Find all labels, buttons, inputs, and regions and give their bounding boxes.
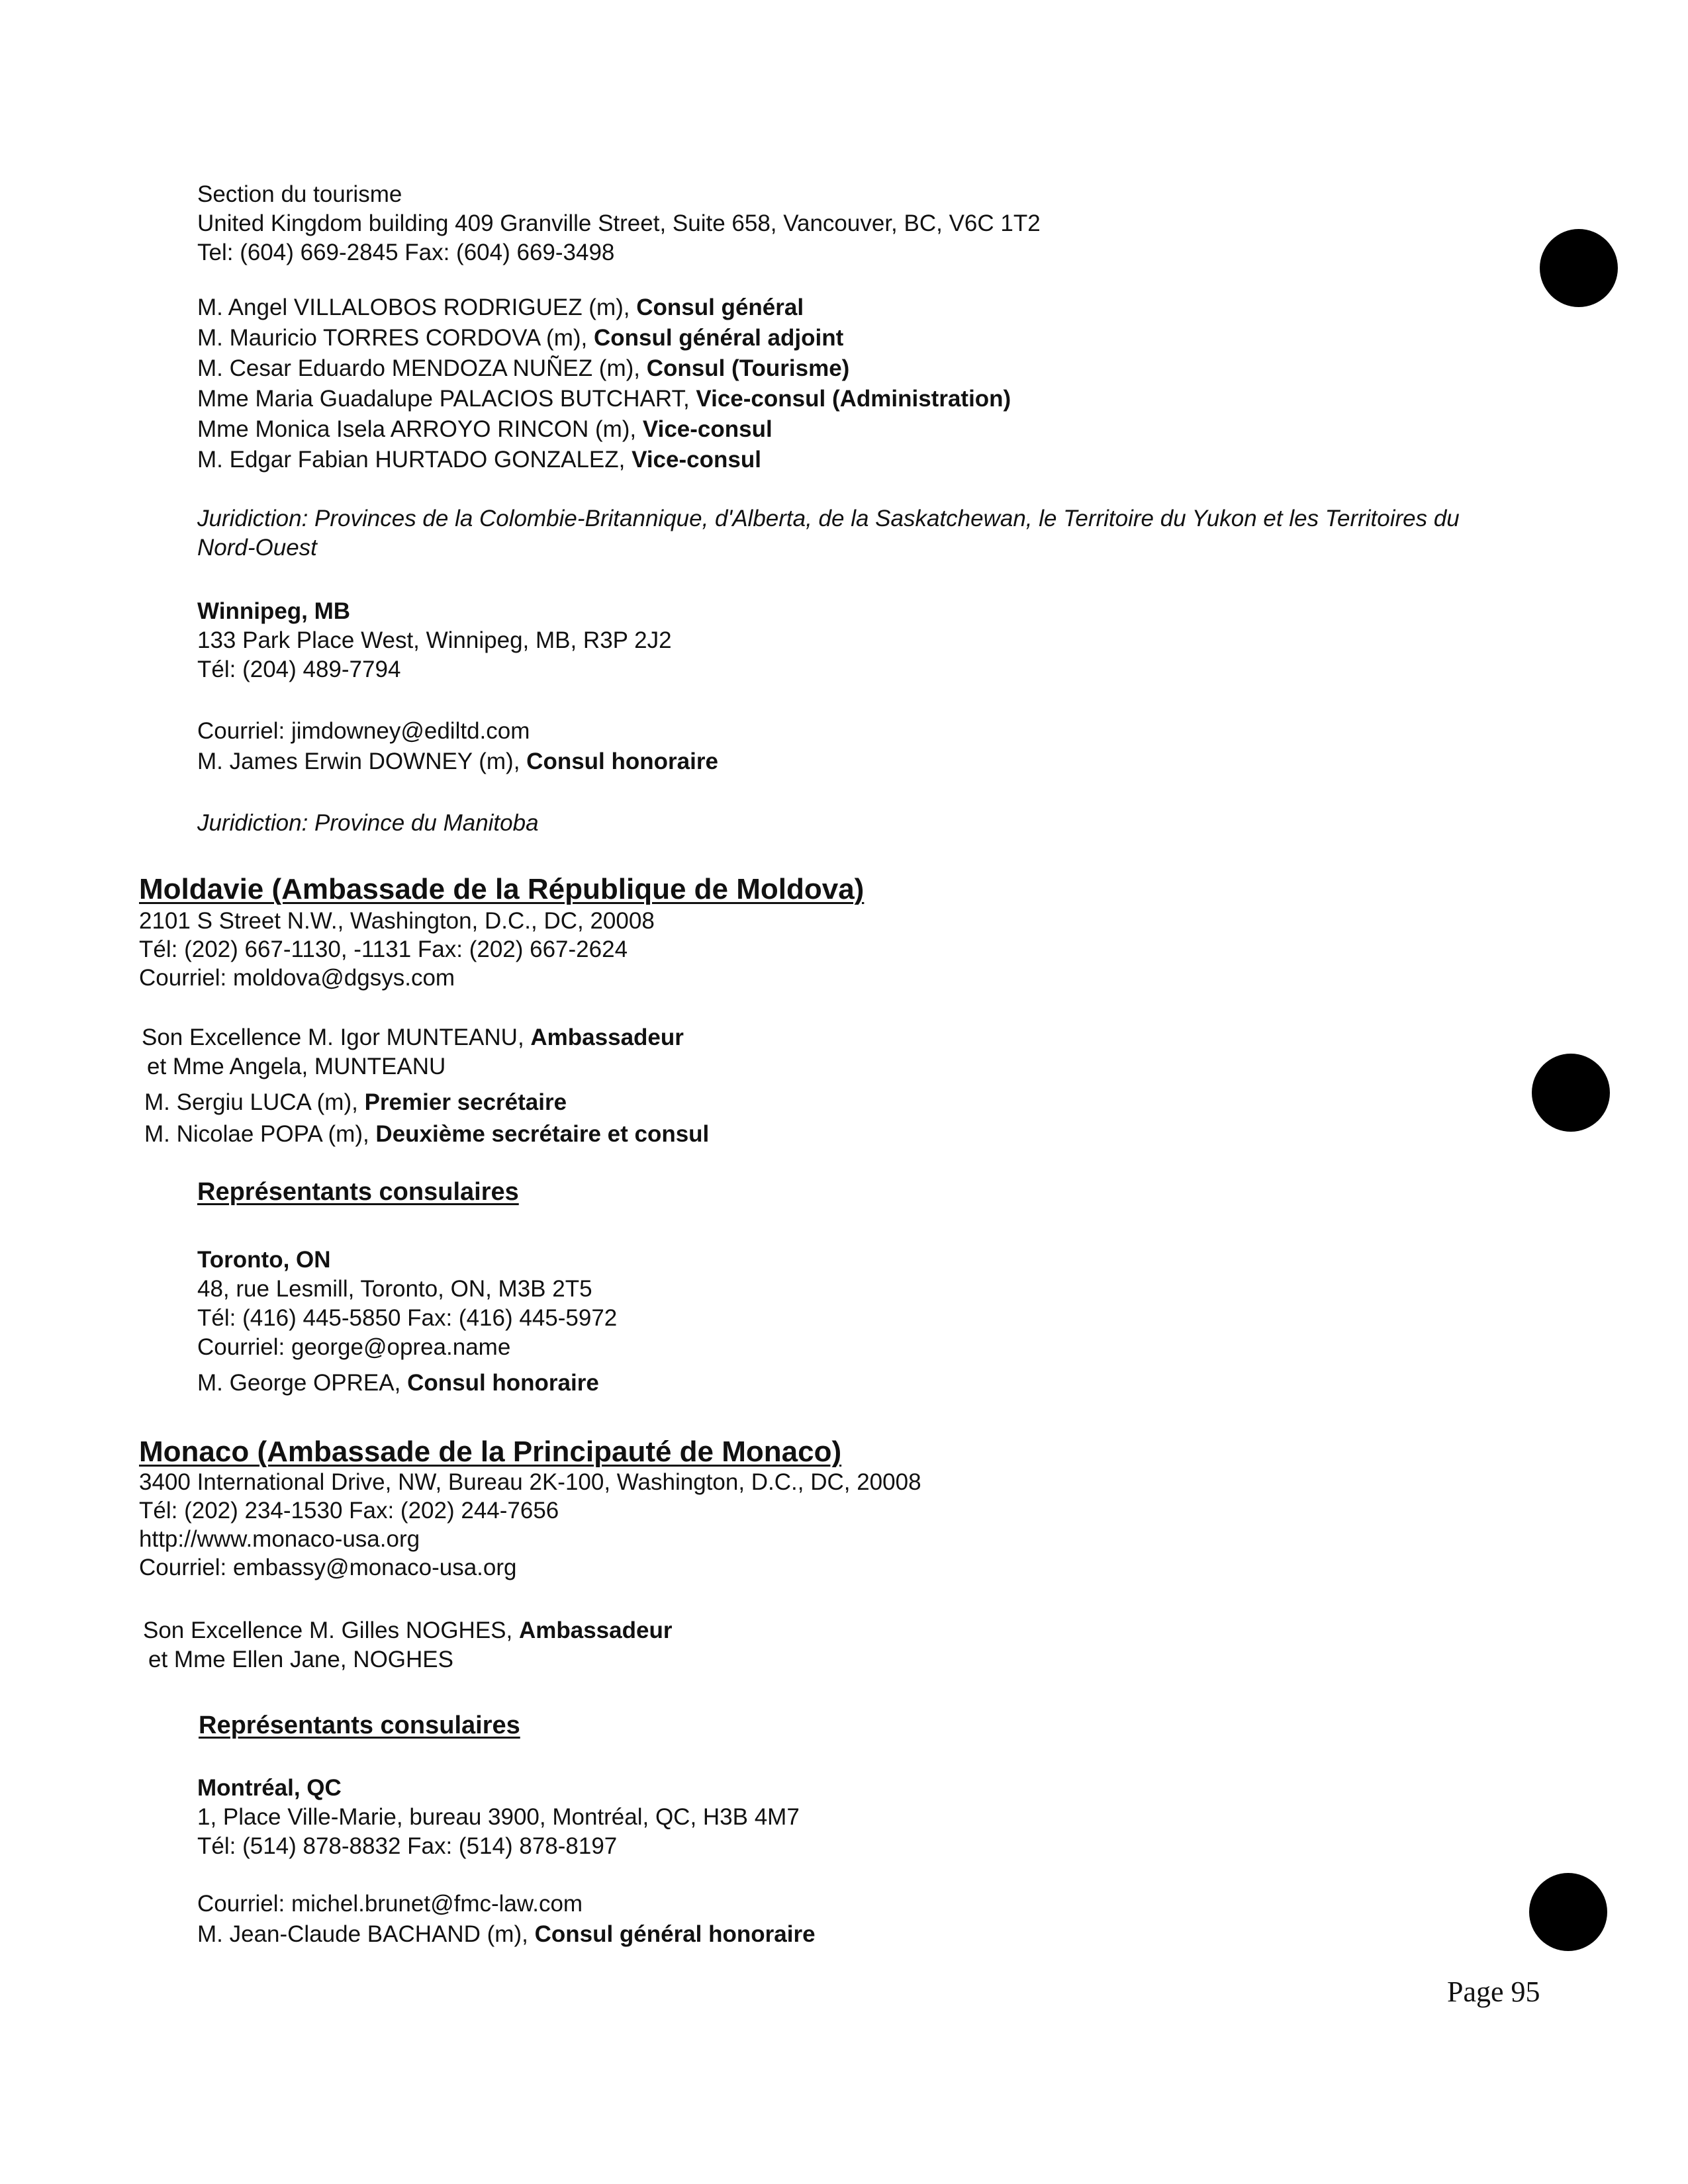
email-line: Courriel: michel.brunet@fmc-law.com [197,1891,583,1917]
ambassador-entry [142,1023,1452,1052]
staff-entry [197,293,1508,323]
winnipeg-contact-block [197,597,1508,684]
moldova-staff-list [144,1087,1455,1150]
monaco-heading: Monaco (Ambassade de la Principauté de Monaco) [139,1435,842,1468]
address-line: 1, Place Ville-Marie, bureau 3900, Montréal, QC, H3B 4M7 [197,1804,800,1830]
phone-line: Tél: (514) 878-8832 Fax: (514) 878-8197 [197,1833,618,1859]
staff-entry [197,1369,1508,1398]
staff-title: Vice-consul [642,416,773,442]
staff-name: Mme Monica Isela ARROYO RINCON (m), [197,416,643,442]
monaco-ambassador [143,1616,1454,1674]
ambassador-title: Ambassadeur [530,1024,684,1050]
staff-name: M. Sergiu LUCA (m), [144,1089,365,1115]
staff-title: Consul général [636,295,804,320]
ambassador-title: Ambassadeur [518,1617,673,1643]
email-line: Courriel: embassy@monaco-usa.org [139,1555,517,1580]
staff-entry [197,747,1508,777]
spouse-line: et Mme Angela, MUNTEANU [147,1054,446,1079]
staff-name: Mme Maria Guadalupe PALACIOS BUTCHART, [197,386,696,412]
punch-hole-middle [1532,1054,1610,1132]
staff-name: M. Jean-Claude BACHAND (m), [197,1921,535,1947]
address-line: United Kingdom building 409 Granville Street, Suite 658, Vancouver, BC, V6C 1T2 [197,210,1041,236]
staff-title: Premier secrétaire [364,1089,567,1115]
staff-title: Consul général honoraire [534,1921,816,1947]
staff-entry [197,384,1508,414]
staff-entry [144,1087,1455,1118]
monaco-consular-heading: Représentants consulaires [199,1711,520,1739]
jurisdiction-text: Juridiction: Provinces de la Colombie-Britannique, d'Alberta, de la Saskatchewan, le Territoire du Yukon et les Territoires du Nord-Ouest [197,506,1460,561]
moldova-heading: Moldavie (Ambassade de la République de Moldova) [139,873,865,905]
staff-name: M. Nicolae POPA (m), [144,1121,376,1147]
moldova-contact-block [139,907,1450,992]
staff-name: M. Angel VILLALOBOS RODRIGUEZ (m), [197,295,637,320]
moldova-consular-heading: Représentants consulaires [197,1178,519,1206]
staff-name: M. Cesar Eduardo MENDOZA NUÑEZ (m), [197,355,647,381]
staff-title: Consul honoraire [407,1370,599,1396]
staff-title: Vice-consul [632,447,761,473]
staff-entry [197,1919,1508,1950]
phone-line: Tel: (604) 669-2845 Fax: (604) 669-3498 [197,240,615,265]
staff-name: M. George OPREA, [197,1370,408,1396]
address-line: 3400 International Drive, NW, Bureau 2K-100, Washington, D.C., DC, 20008 [139,1469,921,1495]
city-heading: Toronto, ON [197,1247,331,1273]
staff-name: M. James Erwin DOWNEY (m), [197,749,527,774]
address-line: 2101 S Street N.W., Washington, D.C., DC, 20008 [139,908,655,934]
montreal-contact-person [197,1889,1508,1950]
jurisdiction-text: Juridiction: Province du Manitoba [197,810,539,836]
staff-title: Consul (Tourisme) [646,355,850,381]
email-line: Courriel: george@oprea.name [197,1334,511,1360]
staff-entry [197,414,1508,445]
ambassador-entry [143,1616,1454,1645]
winnipeg-jurisdiction [197,809,1508,838]
staff-name: M. Edgar Fabian HURTADO GONZALEZ, [197,447,632,473]
ambassador-name: Son Excellence M. Igor MUNTEANU, [142,1024,531,1050]
punch-hole-top [1540,229,1618,307]
city-heading: Montréal, QC [197,1775,342,1801]
staff-entry [144,1118,1455,1150]
website-line: http://www.monaco-usa.org [139,1526,420,1552]
staff-title: Consul général adjoint [593,325,844,351]
email-line: Courriel: moldova@dgsys.com [139,965,455,991]
email-line: Courriel: jimdowney@ediltd.com [197,718,530,744]
moldova-ambassador [142,1023,1452,1081]
punch-hole-bottom [1529,1873,1607,1951]
phone-line: Tél: (202) 667-1130, -1131 Fax: (202) 667-2624 [139,936,628,962]
vancouver-jurisdiction [197,504,1515,563]
staff-entry [197,323,1508,353]
monaco-contact-block [139,1468,1450,1582]
vancouver-staff-list [197,293,1508,475]
section-label: Section du tourisme [197,181,402,207]
address-line: 133 Park Place West, Winnipeg, MB, R3P 2J2 [197,627,672,653]
vancouver-contact-block [197,180,1508,267]
staff-title: Consul honoraire [526,749,718,774]
staff-entry [197,445,1508,475]
staff-title: Deuxième secrétaire et consul [375,1121,710,1147]
staff-entry [197,353,1508,384]
ambassador-name: Son Excellence M. Gilles NOGHES, [143,1617,519,1643]
phone-line: Tél: (202) 234-1530 Fax: (202) 244-7656 [139,1498,559,1524]
spouse-line: et Mme Ellen Jane, NOGHES [148,1647,453,1672]
toronto-contact-block [197,1246,1508,1398]
page-number: Page 95 [1447,1976,1540,2008]
montreal-contact-block [197,1774,1508,1861]
staff-title: Vice-consul (Administration) [696,386,1011,412]
city-heading: Winnipeg, MB [197,598,351,624]
phone-line: Tél: (204) 489-7794 [197,657,401,682]
winnipeg-contact-person [197,716,1508,777]
address-line: 48, rue Lesmill, Toronto, ON, M3B 2T5 [197,1276,592,1302]
phone-line: Tél: (416) 445-5850 Fax: (416) 445-5972 [197,1305,618,1331]
staff-name: M. Mauricio TORRES CORDOVA (m), [197,325,594,351]
